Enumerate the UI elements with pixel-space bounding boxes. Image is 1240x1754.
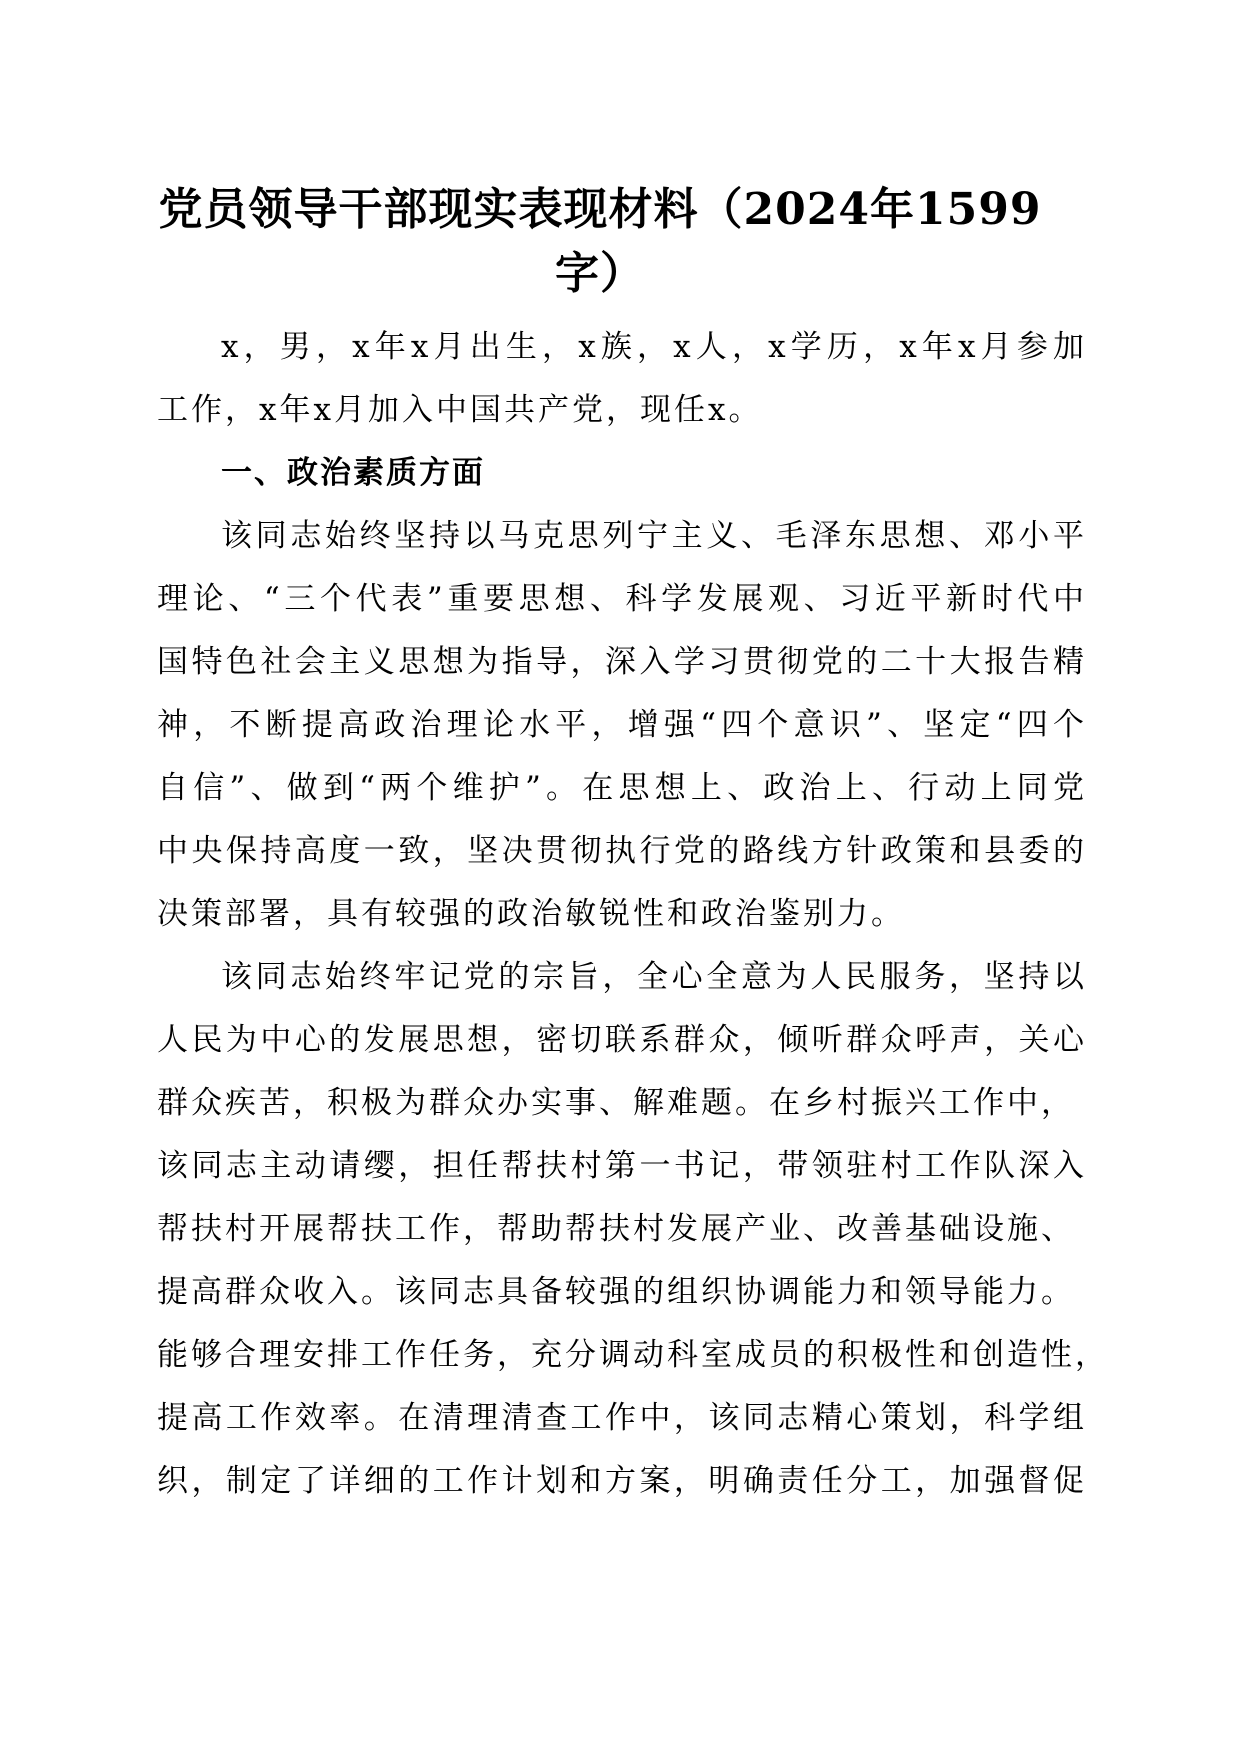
- paragraph-line: 织，制定了详细的工作计划和方案，明确责任分工，加强督促: [157, 1463, 1087, 1499]
- document-title: [150, 178, 1050, 306]
- title-line-1: 党员领导干部现实表现材料（2024年1599: [158, 184, 1042, 235]
- paragraph-line: 能够合理安排工作任务，充分调动科室成员的积极性和创造性，: [157, 1337, 1109, 1373]
- paragraph-line: x，男，x年x月出生，x族，x人，x学历，x年x月参加: [221, 329, 1087, 365]
- paragraph-line: 理论、“三个代表”重要思想、科学发展观、习近平新时代中: [157, 581, 1087, 617]
- paragraph-line: 群众疾苦，积极为群众办实事、解难题。在乡村振兴工作中，: [157, 1085, 1075, 1121]
- section-heading: 一、政治素质方面: [221, 455, 485, 491]
- political-quality-paragraph: [157, 505, 1087, 946]
- paragraph-line: 自信”、做到“两个维护”。在思想上、政治上、行动上同党: [157, 770, 1087, 806]
- service-paragraph: [157, 946, 1109, 1513]
- paragraph-line: 中央保持高度一致，坚决贯彻执行党的路线方针政策和县委的: [157, 833, 1087, 869]
- personal-info-paragraph: [157, 316, 1087, 442]
- title-line-2: 字）: [555, 248, 645, 299]
- paragraph-line: 决策部署，具有较强的政治敏锐性和政治鉴别力。: [157, 896, 905, 932]
- paragraph-line: 提高工作效率。在清理清查工作中，该同志精心策划，科学组: [157, 1400, 1087, 1436]
- paragraph-line: 该同志始终坚持以马克思列宁主义、毛泽东思想、邓小平: [221, 518, 1087, 554]
- paragraph-line: 该同志始终牢记党的宗旨，全心全意为人民服务，坚持以: [221, 959, 1087, 995]
- paragraph-line: 提高群众收入。该同志具备较强的组织协调能力和领导能力。: [157, 1274, 1075, 1310]
- document-body: [157, 316, 1109, 1513]
- paragraph-line: 国特色社会主义思想为指导，深入学习贯彻党的二十大报告精: [157, 644, 1087, 680]
- paragraph-line: 神，不断提高政治理论水平，增强“四个意识”、坚定“四个: [157, 707, 1087, 743]
- paragraph-line: 人民为中心的发展思想，密切联系群众，倾听群众呼声，关心: [157, 1022, 1087, 1058]
- paragraph-line: 该同志主动请缨，担任帮扶村第一书记，带领驻村工作队深入: [157, 1148, 1087, 1184]
- paragraph-line: 工作，x年x月加入中国共产党，现任x。: [157, 392, 763, 428]
- paragraph-line: 帮扶村开展帮扶工作，帮助帮扶村发展产业、改善基础设施、: [157, 1211, 1075, 1247]
